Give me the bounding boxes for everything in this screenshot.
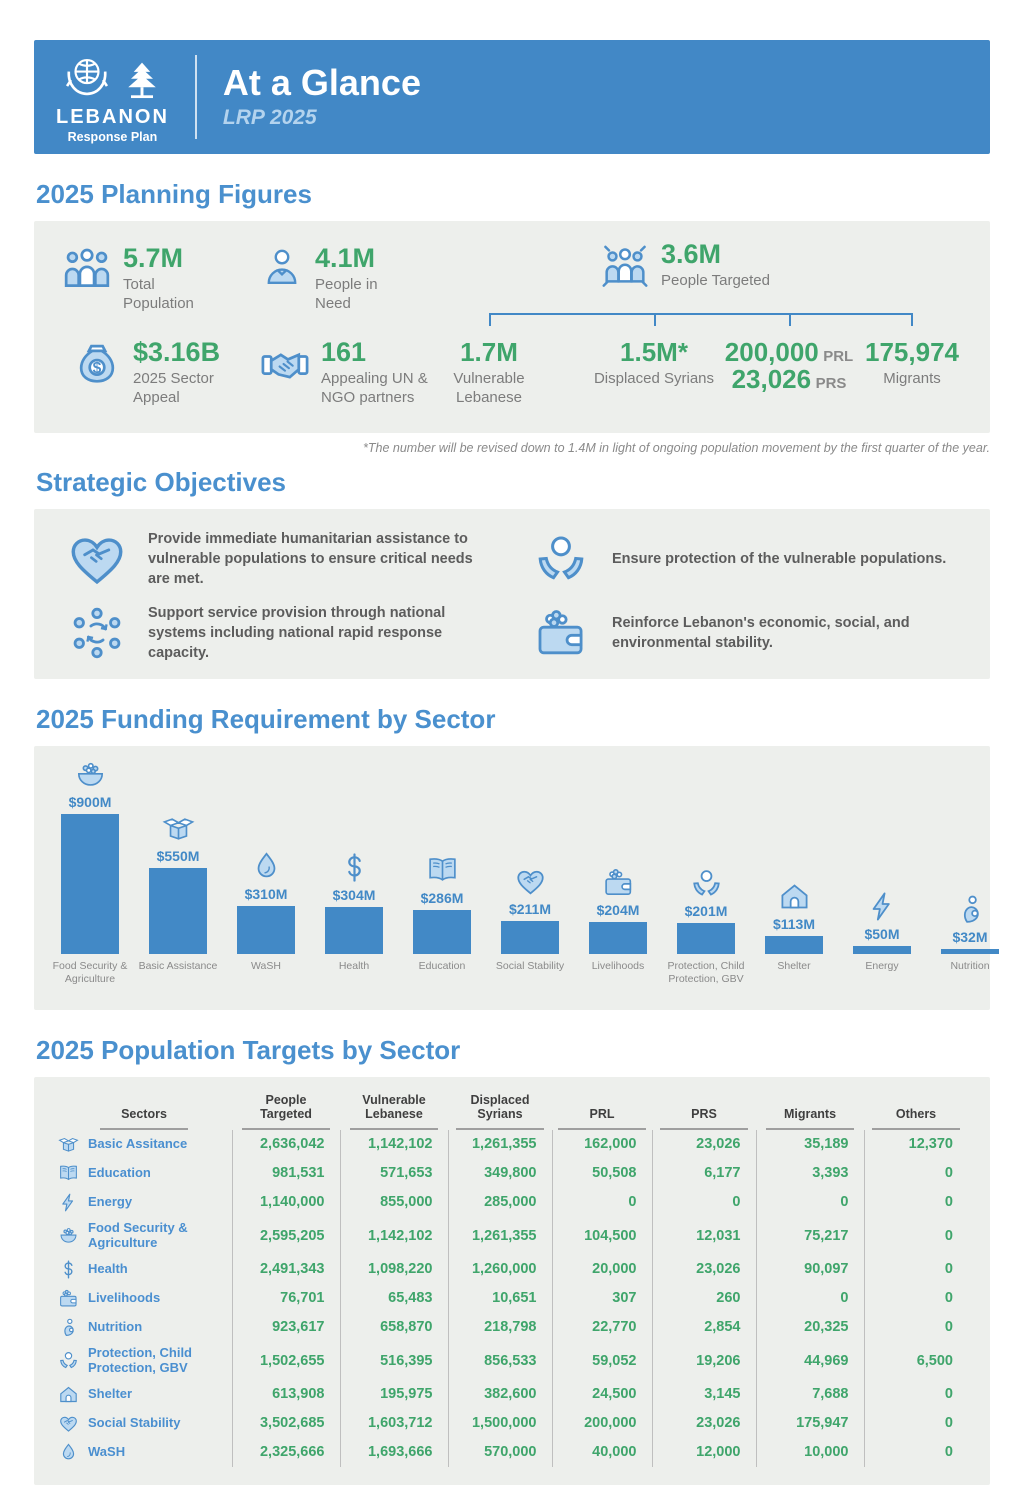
- cell-others: 0: [864, 1284, 968, 1313]
- funding-amount-label: $286M: [420, 890, 464, 906]
- sector-cell: [56, 1384, 217, 1405]
- table-header-row: [56, 1093, 968, 1130]
- breakdown-label: Displaced Syrians: [593, 370, 715, 388]
- cell-displaced-syrians: 856,533: [448, 1342, 552, 1380]
- sector-cell: [56, 1413, 217, 1434]
- table-row: [56, 1217, 968, 1255]
- funding-bar-group: [926, 893, 1014, 1002]
- breakdown-value: 1.7M: [460, 337, 518, 367]
- cell-people-targeted: 2,595,205: [232, 1217, 340, 1255]
- funding-amount-label: $310M: [244, 886, 288, 902]
- users-icon: [62, 245, 112, 295]
- funding-amount-label: $50M: [864, 926, 900, 942]
- objective-icon-box: [62, 527, 132, 591]
- funding-amount-label: $550M: [156, 848, 200, 864]
- table-row: [56, 1284, 968, 1313]
- column-header: Displaced Syrians: [448, 1093, 552, 1130]
- cell-people-targeted: 2,636,042: [232, 1130, 340, 1159]
- funding-amount-label: $201M: [684, 903, 728, 919]
- planning-footnote: *The number will be revised down to 1.4M in light of ongoing population movement by the first quarter of the year.: [363, 441, 990, 455]
- sector-cell: [56, 1288, 217, 1309]
- stat-value: 3.6M: [661, 239, 722, 269]
- sector-icon: [58, 1163, 79, 1184]
- cell-prs: 23,026: [652, 1255, 756, 1284]
- sector-cell: [56, 1221, 217, 1251]
- cell-vulnerable-lebanese: 65,483: [340, 1284, 448, 1313]
- sector-icon: [162, 812, 195, 845]
- cell-people-targeted: 76,701: [232, 1284, 340, 1313]
- sector-icon: [778, 880, 811, 913]
- funding-bar-group: [662, 867, 750, 1002]
- sector-icon: [58, 1413, 79, 1434]
- objective-ensure-protection: [526, 527, 960, 591]
- stat-value: 5.7M: [123, 243, 184, 273]
- connector-tick: [911, 315, 913, 326]
- planning-figures-heading: 2025 Planning Figures: [36, 179, 312, 209]
- column-header: Sectors: [56, 1093, 232, 1130]
- cell-displaced-syrians: 349,800: [448, 1159, 552, 1188]
- cell-vulnerable-lebanese: 571,653: [340, 1159, 448, 1188]
- funding-bar-group: [398, 854, 486, 1002]
- cell-others: 0: [864, 1188, 968, 1217]
- sector-name-label: Education: [418, 960, 466, 972]
- cell-prs: 23,026: [652, 1409, 756, 1438]
- stat-value: 161: [321, 337, 367, 367]
- cell-others: 6,500: [864, 1342, 968, 1380]
- cell-prl: 59,052: [552, 1342, 652, 1380]
- stat-value: 4.1M: [315, 243, 376, 273]
- breakdown-vulnerable-lebanese: [419, 339, 559, 408]
- column-header: PRS: [652, 1093, 756, 1130]
- cell-migrants: 175,947: [756, 1409, 864, 1438]
- table-row: [56, 1130, 968, 1159]
- cell-people-targeted: 981,531: [232, 1159, 340, 1188]
- cell-displaced-syrians: 285,000: [448, 1188, 552, 1217]
- cell-prs: 260: [652, 1284, 756, 1313]
- table-row: [56, 1188, 968, 1217]
- un-emblem-icon: [61, 51, 113, 103]
- sector-name-label: Basic Assistance: [138, 960, 218, 972]
- stat-label: Total Population: [123, 276, 194, 312]
- objective-service-provision: [62, 603, 496, 663]
- breakdown-value: 23,026: [731, 364, 812, 395]
- cell-displaced-syrians: 10,651: [448, 1284, 552, 1313]
- heart-hands-icon: [65, 527, 129, 591]
- sector-icon: [866, 890, 899, 923]
- sector-name-label: Shelter: [777, 960, 811, 972]
- cell-vulnerable-lebanese: 1,603,712: [340, 1409, 448, 1438]
- connector-tick: [489, 315, 491, 326]
- cell-people-targeted: 1,140,000: [232, 1188, 340, 1217]
- sector-name: Health: [88, 1260, 128, 1276]
- sector-icon: [250, 850, 283, 883]
- strategic-objectives-panel: [34, 509, 990, 679]
- breakdown-label: Vulnerable Lebanese: [453, 370, 525, 407]
- cell-vulnerable-lebanese: 1,142,102: [340, 1217, 448, 1255]
- sector-cell: [56, 1346, 217, 1376]
- funding-bar: [589, 922, 647, 954]
- objective-icon-box: [62, 605, 132, 661]
- breakdown-suffix: PRL: [823, 348, 854, 365]
- objective-humanitarian-assistance: [62, 527, 496, 591]
- cell-migrants: 75,217: [756, 1217, 864, 1255]
- sector-icon: [58, 1442, 79, 1463]
- sector-name-label: WaSH: [251, 960, 281, 972]
- sector-icon: [74, 758, 107, 791]
- cell-migrants: 20,325: [756, 1313, 864, 1342]
- sector-icon: [602, 866, 635, 899]
- cell-migrants: 10,000: [756, 1438, 864, 1467]
- column-header: Migrants: [756, 1093, 864, 1130]
- breakdown-value: 1.5M*: [620, 337, 688, 367]
- column-header: Vulnerable Lebanese: [340, 1093, 448, 1130]
- funding-bar: [149, 868, 207, 954]
- sector-name-label: Food Security & Agriculture: [52, 960, 128, 986]
- breakdown-suffix: PRS: [815, 375, 847, 393]
- cell-others: 12,370: [864, 1130, 968, 1159]
- sector-name: WaSH: [88, 1443, 126, 1459]
- report-page: [0, 40, 1024, 1485]
- sector-icon: [426, 854, 459, 887]
- sector-icon: [58, 1384, 79, 1405]
- sector-name: Protection, Child Protection, GBV: [88, 1344, 192, 1375]
- funding-bar: [325, 907, 383, 954]
- sector-icon: [58, 1288, 79, 1309]
- stat-people-in-need: [260, 245, 385, 314]
- sector-icon: [58, 1259, 79, 1280]
- objective-text: Provide immediate humanitarian assistance to vulnerable populations to ensure critical needs are met.: [148, 531, 473, 587]
- cell-migrants: 7,688: [756, 1380, 864, 1409]
- sector-cell: [56, 1163, 217, 1184]
- funding-amount-label: $900M: [68, 794, 112, 810]
- cell-displaced-syrians: 1,260,000: [448, 1255, 552, 1284]
- funding-bar: [853, 946, 911, 954]
- cell-vulnerable-lebanese: 855,000: [340, 1188, 448, 1217]
- network-icon: [69, 605, 125, 661]
- document-header: [34, 40, 990, 154]
- page-subtitle: LRP 2025: [222, 106, 317, 130]
- cell-prl: 104,500: [552, 1217, 652, 1255]
- cell-prl: 24,500: [552, 1380, 652, 1409]
- sector-cell: [56, 1192, 217, 1213]
- org-name: LEBANON: [56, 105, 169, 128]
- cell-people-targeted: 923,617: [232, 1313, 340, 1342]
- cell-prs: 12,000: [652, 1438, 756, 1467]
- sector-cell: [56, 1442, 217, 1463]
- sector-cell: [56, 1259, 217, 1280]
- cell-others: 0: [864, 1217, 968, 1255]
- cell-prl: 50,508: [552, 1159, 652, 1188]
- cell-prs: 23,026: [652, 1130, 756, 1159]
- objective-text: Support service provision through national systems including national rapid response capacity.: [148, 605, 446, 661]
- table-row: [56, 1438, 968, 1467]
- page-title: At a Glance: [222, 61, 421, 103]
- sector-icon: [58, 1317, 79, 1338]
- table-row: [56, 1380, 968, 1409]
- funding-bar-group: [574, 866, 662, 1002]
- cell-others: 0: [864, 1409, 968, 1438]
- cell-displaced-syrians: 218,798: [448, 1313, 552, 1342]
- cell-prl: 0: [552, 1188, 652, 1217]
- cell-displaced-syrians: 1,261,355: [448, 1130, 552, 1159]
- cell-displaced-syrians: 1,500,000: [448, 1409, 552, 1438]
- sector-name-label: Energy: [865, 960, 899, 972]
- cell-vulnerable-lebanese: 658,870: [340, 1313, 448, 1342]
- table-row: [56, 1409, 968, 1438]
- cell-people-targeted: 2,325,666: [232, 1438, 340, 1467]
- cell-displaced-syrians: 1,261,355: [448, 1217, 552, 1255]
- objective-reinforce-stability: [526, 603, 960, 663]
- stat-total-population: [62, 245, 215, 314]
- funding-bar: [677, 923, 735, 954]
- objective-icon-box: [526, 531, 596, 587]
- cell-others: 0: [864, 1380, 968, 1409]
- cell-prs: 19,206: [652, 1342, 756, 1380]
- population-targets-table: [56, 1093, 968, 1467]
- table-row: [56, 1342, 968, 1380]
- cell-others: 0: [864, 1438, 968, 1467]
- population-targets-heading: 2025 Population Targets by Sector: [36, 1035, 461, 1065]
- header-divider: [195, 55, 197, 139]
- sector-icon: [690, 867, 723, 900]
- cell-migrants: 90,097: [756, 1255, 864, 1284]
- objective-text: Ensure protection of the vulnerable populations.: [612, 551, 947, 567]
- sector-name-label: Livelihoods: [591, 960, 645, 972]
- funding-bar-chart: [42, 758, 990, 1002]
- stat-label: 2025 Sector Appeal: [133, 370, 214, 406]
- funding-amount-label: $211M: [508, 901, 552, 917]
- sector-name: Nutrition: [88, 1318, 143, 1334]
- cell-people-targeted: 613,908: [232, 1380, 340, 1409]
- sector-name: Food Security & Agriculture: [88, 1219, 188, 1250]
- sector-name-label: Health: [338, 960, 370, 972]
- breakdown-migrants: [842, 339, 982, 389]
- target-breakdown-connector: [489, 313, 913, 315]
- sector-icon: [58, 1134, 79, 1155]
- cell-vulnerable-lebanese: 516,395: [340, 1342, 448, 1380]
- cell-prs: 2,854: [652, 1313, 756, 1342]
- connector-tick: [789, 315, 791, 326]
- cell-others: 0: [864, 1159, 968, 1188]
- stat-label: People in Need: [315, 276, 378, 312]
- cell-migrants: 44,969: [756, 1342, 864, 1380]
- cell-prl: 22,770: [552, 1313, 652, 1342]
- funding-chart-panel: [34, 746, 990, 1010]
- sector-name: Energy: [88, 1193, 133, 1209]
- funding-bar-group: [310, 851, 398, 1002]
- objective-text: Reinforce Lebanon's economic, social, and environmental stability.: [612, 615, 910, 651]
- sector-name: Education: [88, 1164, 151, 1180]
- column-header: PRL: [552, 1093, 652, 1130]
- logo-icons: [61, 51, 164, 103]
- breakdown-value: 175,974: [865, 337, 959, 367]
- stat-value: $3.16B: [133, 337, 221, 367]
- funding-bar: [61, 814, 119, 954]
- column-header: Others: [864, 1093, 968, 1130]
- funding-bar: [237, 906, 295, 954]
- cell-prl: 20,000: [552, 1255, 652, 1284]
- cell-prs: 12,031: [652, 1217, 756, 1255]
- sector-icon: [954, 893, 987, 926]
- funding-amount-label: $304M: [332, 887, 376, 903]
- cell-migrants: 35,189: [756, 1130, 864, 1159]
- sector-name: Shelter: [88, 1385, 133, 1401]
- cell-prs: 6,177: [652, 1159, 756, 1188]
- objective-icon-box: [526, 605, 596, 661]
- cell-people-targeted: 3,502,685: [232, 1409, 340, 1438]
- lrp-logo: [34, 51, 187, 144]
- sector-name: Livelihoods: [88, 1289, 161, 1305]
- cell-migrants: 3,393: [756, 1159, 864, 1188]
- users-target-icon: [600, 241, 650, 291]
- stat-label: People Targeted: [661, 272, 770, 289]
- sector-name-label: Social Stability: [495, 960, 565, 972]
- sector-cell: [56, 1134, 217, 1155]
- handshake-icon: [260, 339, 310, 389]
- stat-people-targeted: [600, 241, 791, 291]
- stat-sector-appeal: [72, 339, 233, 408]
- sector-name: Basic Assitance: [88, 1135, 188, 1151]
- sector-name-label: Nutrition: [950, 960, 990, 972]
- sector-icon: [58, 1225, 79, 1246]
- funding-bar-group: [46, 758, 134, 1002]
- cell-vulnerable-lebanese: 1,142,102: [340, 1130, 448, 1159]
- cell-people-targeted: 1,502,655: [232, 1342, 340, 1380]
- cell-displaced-syrians: 382,600: [448, 1380, 552, 1409]
- stat-label: Appealing UN & NGO partners: [321, 370, 428, 406]
- cedar-tree-icon: [120, 59, 164, 103]
- table-row: [56, 1159, 968, 1188]
- org-subtitle: Response Plan: [67, 129, 158, 144]
- funding-bar: [501, 921, 559, 954]
- cell-vulnerable-lebanese: 1,098,220: [340, 1255, 448, 1284]
- funding-amount-label: $204M: [596, 902, 640, 918]
- cell-migrants: 0: [756, 1284, 864, 1313]
- header-title-block: [222, 61, 421, 131]
- cell-prs: 3,145: [652, 1380, 756, 1409]
- moneybag-icon: [72, 339, 122, 389]
- connector-tick: [654, 315, 656, 326]
- cell-prs: 0: [652, 1188, 756, 1217]
- strategic-objectives-heading: Strategic Objectives: [36, 467, 286, 497]
- funding-bar: [413, 910, 471, 954]
- funding-bar-group: [134, 812, 222, 1002]
- breakdown-value: 200,000: [724, 337, 819, 367]
- sector-cell: [56, 1317, 217, 1338]
- population-targets-panel: [34, 1077, 990, 1485]
- sector-name-label: Protection, Child Protection, GBV: [667, 960, 745, 986]
- table-row: [56, 1255, 968, 1284]
- funding-bar-group: [838, 890, 926, 1002]
- cell-prl: 162,000: [552, 1130, 652, 1159]
- cell-prl: 40,000: [552, 1438, 652, 1467]
- cell-prl: 200,000: [552, 1409, 652, 1438]
- stat-appealing-partners: [260, 339, 441, 408]
- funding-bar-group: [750, 880, 838, 1002]
- hands-circle-icon: [533, 531, 589, 587]
- funding-bar-group: [486, 865, 574, 1002]
- planning-figures-panel: [34, 221, 990, 433]
- column-header: People Targeted: [232, 1093, 340, 1130]
- table-row: [56, 1313, 968, 1342]
- cell-prl: 307: [552, 1284, 652, 1313]
- sector-name: Social Stability: [88, 1414, 181, 1430]
- funding-requirement-heading: 2025 Funding Requirement by Sector: [36, 704, 496, 734]
- cell-people-targeted: 2,491,343: [232, 1255, 340, 1284]
- funding-bar: [941, 949, 999, 954]
- sector-icon: [58, 1192, 79, 1213]
- cell-displaced-syrians: 570,000: [448, 1438, 552, 1467]
- cell-vulnerable-lebanese: 1,693,666: [340, 1438, 448, 1467]
- wallet-money-icon: [533, 605, 589, 661]
- funding-amount-label: $32M: [952, 929, 988, 945]
- funding-bar-group: [222, 850, 310, 1002]
- cell-others: 0: [864, 1255, 968, 1284]
- breakdown-label: Migrants: [883, 370, 941, 388]
- cell-migrants: 0: [756, 1188, 864, 1217]
- sector-icon: [58, 1350, 79, 1371]
- cell-vulnerable-lebanese: 195,975: [340, 1380, 448, 1409]
- sector-icon: [514, 865, 547, 898]
- funding-amount-label: $113M: [772, 916, 816, 932]
- sector-icon: [338, 851, 371, 884]
- cell-others: 0: [864, 1313, 968, 1342]
- user-icon: [260, 245, 304, 289]
- funding-bar: [765, 936, 823, 954]
